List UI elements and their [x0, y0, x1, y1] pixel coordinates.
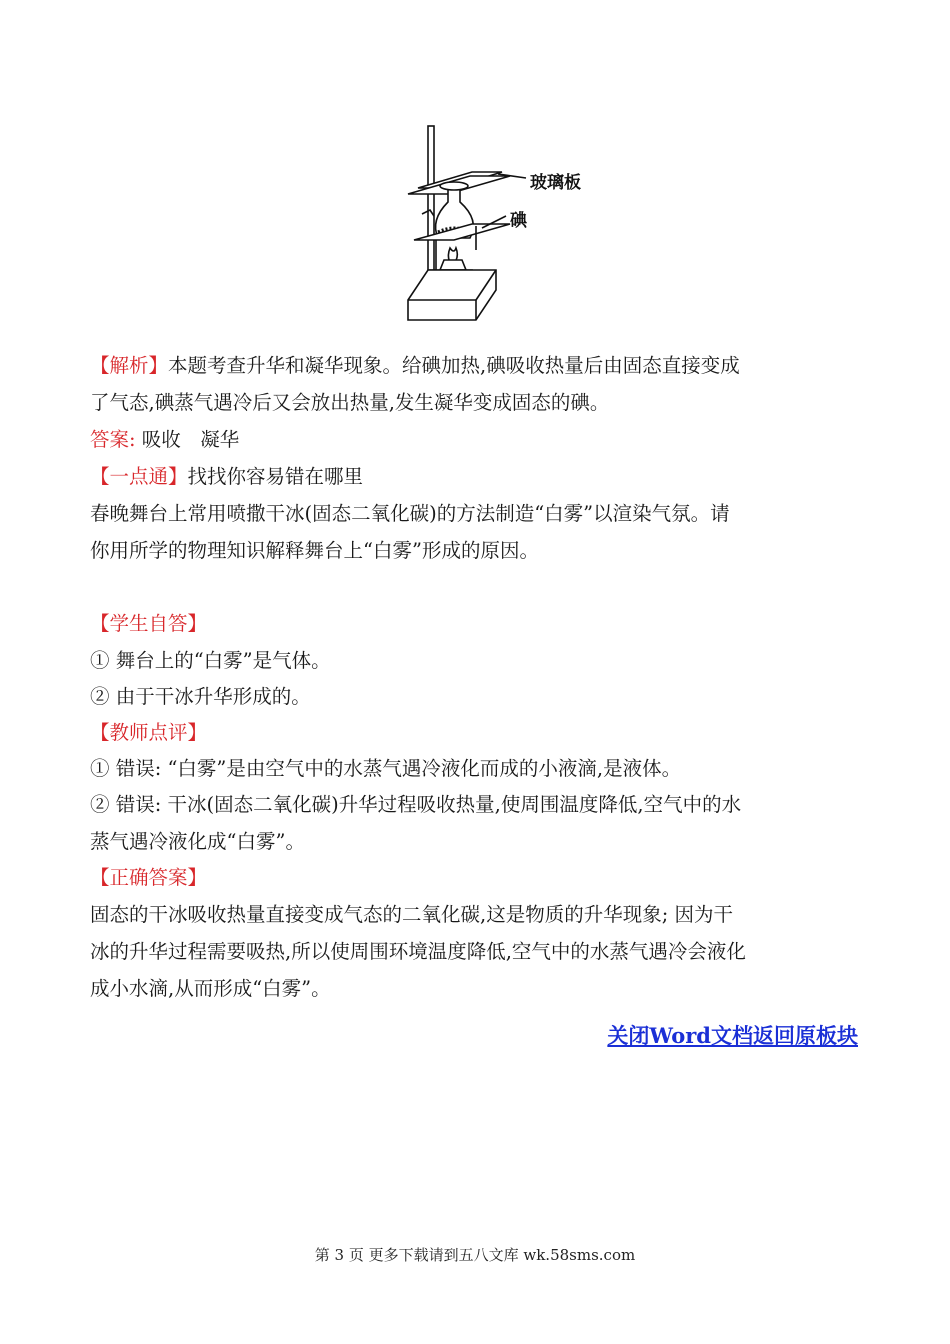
- answer-text: 吸收 凝华: [141, 428, 240, 451]
- teacher-item-2-line-1: ② 错误: 干冰(固态二氧化碳)升华过程吸收热量,使周围温度降低,空气中的水: [90, 793, 742, 816]
- teacher-item-1: ① 错误: “白雾”是由空气中的水蒸气遇冷液化而成的小液滴,是液体。: [90, 757, 682, 780]
- iodine-sublimation-figure: [400, 120, 590, 325]
- correct-line-2: 冰的升华过程需要吸热,所以使周围环境温度降低,空气中的水蒸气遇冷会液化: [90, 940, 746, 963]
- analysis-line-2: 了气态,碘蒸气遇冷后又会放出热量,发生凝华变成固态的碘。: [90, 391, 610, 414]
- glass-plate-label: 玻璃板: [530, 173, 581, 193]
- teacher-item-2-line-2: 蒸气遇冷液化成“白雾”。: [90, 830, 305, 853]
- analysis-text-1: 本题考查升华和凝华现象。给碘加热,碘吸收热量后由固态直接变成: [168, 354, 740, 377]
- analysis-line-1: [90, 352, 740, 380]
- question-line-2: 你用所学的物理知识解释舞台上“白雾”形成的原因。: [90, 539, 539, 562]
- student-tag: 【学生自答】: [90, 612, 208, 635]
- tip-line: [90, 463, 363, 491]
- question-line-1: 春晚舞台上常用喷撒干冰(固态二氧化碳)的方法制造“白雾”以渲染气氛。请: [90, 502, 730, 525]
- close-word-return-link[interactable]: 关闭Word文档返回原板块: [607, 1023, 858, 1048]
- apparatus-drawing: [400, 120, 590, 325]
- iodine-label: 碘: [510, 211, 527, 231]
- student-item-1: ① 舞台上的“白雾”是气体。: [90, 649, 331, 672]
- tip-tag: 【一点通】: [90, 465, 188, 488]
- correct-tag: 【正确答案】: [90, 866, 208, 889]
- answer-line: [90, 426, 239, 454]
- correct-line-3: 成小水滴,从而形成“白雾”。: [90, 977, 331, 1000]
- answer-label: 答案:: [90, 428, 136, 451]
- analysis-tag: 【解析】: [90, 354, 169, 377]
- correct-line-1: 固态的干冰吸收热量直接变成气态的二氧化碳,这是物质的升华现象; 因为干: [90, 903, 733, 926]
- teacher-tag: 【教师点评】: [90, 721, 208, 744]
- tip-title: 找找你容易错在哪里: [187, 465, 364, 488]
- page-footer: 第 3 页 更多下载请到五八文库 wk.58sms.com: [314, 1246, 636, 1264]
- student-item-2: ② 由于干冰升华形成的。: [90, 685, 311, 708]
